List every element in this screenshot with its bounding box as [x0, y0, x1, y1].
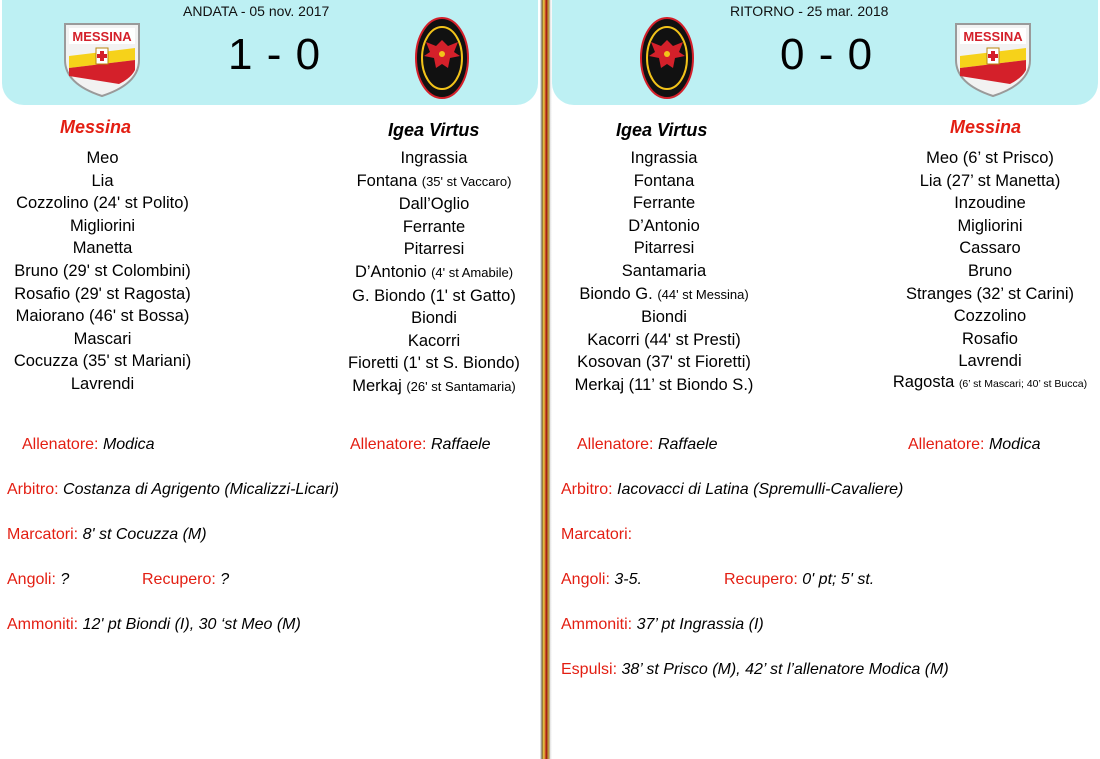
player-row	[554, 351, 774, 374]
messina-shield-icon	[61, 20, 143, 98]
player-row: Rosafio	[962, 329, 1018, 348]
corners-value: 3-5.	[614, 571, 642, 588]
expulsions-value: 38’ st Prisco (M), 42’ st l’allenatore Modica (M)	[621, 661, 949, 678]
andata-away-coach	[350, 436, 491, 454]
player-name: Fontana	[356, 171, 418, 190]
referee-label: Arbitro:	[561, 481, 613, 498]
player-row	[334, 216, 534, 239]
player-name: Ferrante	[632, 194, 696, 213]
recovery-label: Recupero:	[142, 571, 216, 588]
ritorno-home-team: Igea Virtus	[616, 120, 708, 140]
player-row: Bruno	[967, 261, 1013, 280]
referee-label: Arbitro:	[7, 481, 59, 498]
ritorno-corners	[561, 571, 642, 589]
player-row	[334, 285, 534, 308]
player-row: Stranges (32’ st Carini)	[905, 284, 1075, 303]
corners-value: ?	[60, 571, 70, 588]
recovery-value: ?	[220, 571, 230, 588]
player-name: Santamaria	[621, 261, 707, 280]
player-row	[554, 192, 774, 215]
player-row: Rosafio (29' st Ragosta)	[14, 284, 191, 303]
player-row: Lavrendi	[958, 352, 1022, 371]
player-sub: (26' st Santamaria)	[406, 378, 516, 394]
player-row	[886, 373, 1094, 390]
ritorno-expulsions	[561, 661, 949, 679]
bookings-label: Ammoniti:	[561, 616, 633, 633]
andata-home-coach	[22, 436, 155, 454]
messina-shield-icon	[952, 20, 1034, 98]
corners-label: Angoli:	[561, 571, 610, 588]
coach-label: Allenatore:	[22, 436, 99, 453]
column-divider	[540, 0, 552, 759]
bookings-label: Ammoniti:	[7, 616, 79, 633]
igea-virtus-eagle-icon	[639, 16, 695, 100]
player-name: Kosovan (37' st Fioretti)	[577, 353, 751, 372]
player-name: Ingrassia	[630, 149, 698, 167]
andata-bookings	[7, 616, 301, 634]
player-row: Migliorini	[69, 216, 136, 235]
player-row: Meo	[86, 149, 119, 167]
ritorno-away-lineup	[886, 147, 1094, 390]
ritorno-date: RITORNO - 25 mar. 2018	[730, 3, 889, 19]
scorers-label: Marcatori:	[561, 526, 633, 543]
recovery-label: Recupero:	[724, 571, 798, 588]
ritorno-recovery	[724, 571, 874, 589]
svg-text:MESSINA: MESSINA	[963, 29, 1023, 44]
ritorno-scorers	[561, 526, 632, 544]
bookings-value: 37’ pt Ingrassia (I)	[636, 616, 764, 633]
ritorno-header	[552, 0, 1098, 105]
player-row	[334, 147, 534, 170]
player-name: Pitarresi	[633, 239, 695, 258]
player-name: Merkaj (11’ st Biondo S.)	[574, 375, 754, 394]
player-name: Kacorri (44' st Presti)	[587, 330, 741, 349]
corners-label: Angoli:	[7, 571, 56, 588]
player-name: Biondo G.	[579, 284, 653, 303]
ritorno-panel	[552, 0, 1100, 759]
andata-scorers	[7, 526, 207, 544]
svg-text:MESSINA: MESSINA	[72, 29, 132, 44]
coach-name: Modica	[988, 436, 1041, 453]
ritorno-home-lineup	[554, 147, 774, 397]
scorers-label: Marcatori:	[7, 526, 79, 543]
player-name: Ragosta	[892, 372, 955, 391]
ritorno-bookings	[561, 616, 764, 634]
andata-away-team: Igea Virtus	[388, 120, 480, 140]
player-row	[554, 374, 774, 397]
andata-home-team: Messina	[60, 117, 132, 137]
player-sub: (35' st Vaccaro)	[421, 173, 512, 189]
player-row	[334, 352, 534, 375]
player-row	[554, 215, 774, 238]
coach-label: Allenatore:	[577, 436, 654, 453]
player-row: Manetta	[72, 239, 133, 258]
player-row	[334, 238, 534, 261]
ritorno-away-coach	[908, 436, 1041, 454]
player-row	[334, 307, 534, 330]
player-row: Lia	[91, 171, 114, 190]
player-row: Cassaro	[959, 239, 1021, 258]
player-name: Ingrassia	[400, 149, 468, 167]
player-name: Fioretti (1' st S. Biondo)	[348, 354, 520, 373]
ritorno-away-team: Messina	[950, 117, 1022, 137]
player-row: Maiorano (46' st Bossa)	[15, 307, 190, 326]
player-row: Lia (27’ st Manetta)	[919, 171, 1061, 190]
player-row: Migliorini	[957, 216, 1023, 235]
player-name: Pitarresi	[403, 240, 465, 259]
player-row: Lavrendi	[70, 374, 135, 393]
player-name: Dall’Oglio	[398, 195, 470, 214]
recovery-value: 0' pt; 5' st.	[802, 571, 875, 588]
andata-header	[2, 0, 538, 105]
andata-panel	[0, 0, 540, 759]
player-name: Biondi	[641, 308, 687, 327]
bookings-value: 12' pt Biondi (I), 30 ‘st Meo (M)	[82, 616, 301, 633]
player-name: Biondi	[411, 309, 457, 328]
expulsions-label: Espulsi:	[561, 661, 618, 678]
player-name: Merkaj	[352, 376, 402, 395]
coach-name: Raffaele	[657, 436, 718, 453]
player-name: Kacorri	[407, 331, 461, 350]
player-row	[334, 261, 534, 285]
player-row: Meo (6’ st Prisco)	[926, 149, 1054, 167]
player-row: Cozzolino	[953, 307, 1027, 326]
andata-home-lineup	[0, 147, 205, 396]
coach-name: Raffaele	[430, 436, 491, 453]
player-row	[554, 170, 774, 193]
player-row	[334, 375, 534, 399]
coach-label: Allenatore:	[908, 436, 985, 453]
andata-away-lineup	[334, 147, 534, 399]
player-row: Mascari	[73, 329, 132, 348]
player-sub: (4' st Amabile)	[431, 264, 514, 280]
player-row	[554, 329, 774, 352]
player-name: Ferrante	[402, 217, 466, 236]
player-row	[334, 193, 534, 216]
andata-date: ANDATA - 05 nov. 2017	[183, 3, 330, 19]
andata-referee	[7, 481, 339, 499]
player-sub: (6’ st Mascari; 40’ st Bucca)	[958, 377, 1088, 390]
ritorno-home-coach	[577, 436, 718, 454]
player-name: G. Biondo (1' st Gatto)	[352, 286, 516, 305]
player-row: Inzoudine	[954, 194, 1026, 213]
player-name: D’Antonio	[354, 262, 427, 281]
player-row	[554, 306, 774, 329]
player-row: Bruno (29' st Colombini)	[14, 261, 191, 280]
andata-score: 1 - 0	[228, 30, 322, 79]
andata-recovery	[142, 571, 229, 589]
coach-label: Allenatore:	[350, 436, 427, 453]
igea-virtus-eagle-icon	[414, 16, 470, 100]
player-row	[554, 237, 774, 260]
player-name: Fontana	[633, 171, 695, 190]
referee-value: Iacovacci di Latina (Spremulli-Cavaliere)	[617, 481, 904, 498]
player-sub: (44' st Messina)	[657, 286, 749, 302]
player-row	[554, 283, 774, 307]
player-row: Cozzolino (24' st Polito)	[16, 194, 189, 213]
ritorno-referee	[561, 481, 903, 499]
player-row: Cocuzza (35' st Mariani)	[13, 352, 192, 371]
referee-value: Costanza di Agrigento (Micalizzi-Licari)	[63, 481, 339, 498]
player-row	[554, 260, 774, 283]
andata-corners	[7, 571, 69, 589]
ritorno-score: 0 - 0	[780, 30, 874, 79]
player-row	[334, 170, 534, 194]
player-name: D’Antonio	[628, 216, 700, 235]
player-row	[554, 147, 774, 170]
player-row	[334, 330, 534, 353]
scorers-value: 8' st Cocuzza (M)	[82, 526, 207, 543]
coach-name: Modica	[102, 436, 155, 453]
